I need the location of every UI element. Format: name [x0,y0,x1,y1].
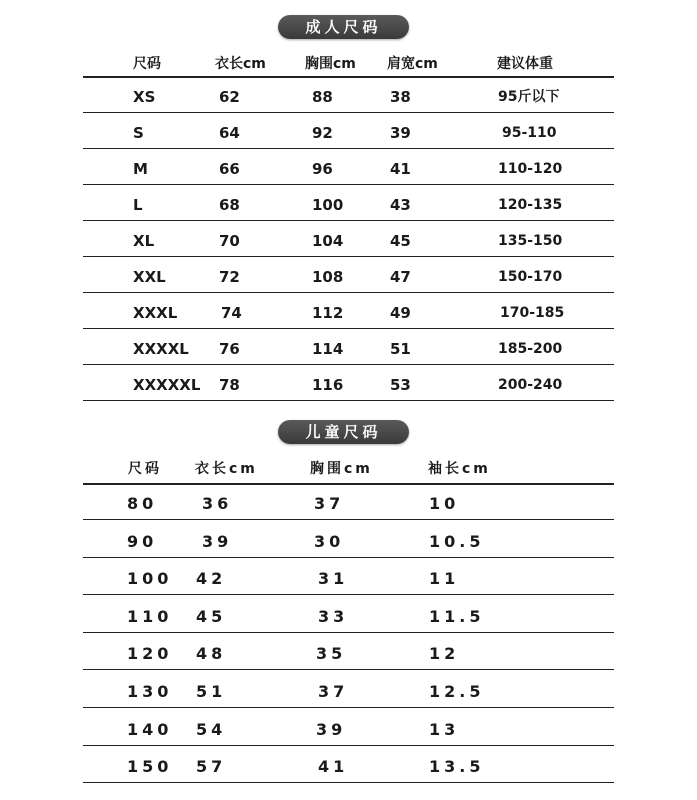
adult-cell-shoulder: 43 [390,196,411,214]
adult-cell-weight: 200-240 [498,377,563,393]
kids-cell-length: 36 [202,494,233,513]
adult-cell-shoulder: 39 [390,124,411,142]
kids-cell-chest: 30 [314,532,345,551]
kids-cell-length: 51 [196,682,227,701]
kids-cell-chest: 39 [316,720,347,739]
kids-cell-sleeve: 11 [429,569,460,588]
adult-cell-shoulder: 45 [390,232,411,250]
kids-header-length: 衣长cm [195,461,258,477]
kids-cell-length: 42 [196,569,227,588]
adult-cell-length: 68 [219,196,240,214]
kids-cell-size: 100 [127,569,173,588]
kids-cell-chest: 33 [318,607,349,626]
kids-row-divider [83,669,614,670]
kids-row-divider [83,594,614,595]
adult-row-divider [83,400,614,401]
adult-cell-chest: 96 [312,160,333,178]
adult-cell-weight: 120-135 [498,197,563,213]
adult-cell-length: 74 [221,304,242,322]
adult-header-weight: 建议体重 [497,56,553,72]
kids-row-divider [83,519,614,520]
kids-cell-size: 150 [127,757,173,776]
kids-cell-chest: 41 [318,757,349,776]
adult-cell-chest: 88 [312,88,333,106]
adult-cell-size: XS [133,88,156,106]
adult-cell-shoulder: 38 [390,88,411,106]
adult-row-divider [83,364,614,365]
adult-cell-size: M [133,160,148,178]
adult-cell-shoulder: 49 [390,304,411,322]
adult-cell-weight: 170-185 [500,305,565,321]
adult-cell-shoulder: 41 [390,160,411,178]
adult-header-length: 衣长cm [215,56,266,72]
kids-cell-sleeve: 12 [429,644,460,663]
kids-header-sleeve: 袖长cm [428,461,491,477]
adult-cell-length: 70 [219,232,240,250]
adult-cell-length: 78 [219,376,240,394]
kids-cell-chest: 37 [318,682,349,701]
adult-header-chest: 胸围cm [305,56,356,72]
adult-cell-chest: 104 [312,232,344,250]
adult-cell-chest: 114 [312,340,344,358]
adult-cell-weight: 95斤以下 [498,89,560,105]
adult-cell-size: XXXL [133,304,178,322]
adult-row-divider [83,292,614,293]
adult-cell-chest: 116 [312,376,344,394]
kids-cell-size: 120 [127,644,173,663]
adult-cell-size: S [133,124,144,142]
kids-header-chest: 胸围cm [310,461,373,477]
adult-cell-weight: 150-170 [498,269,563,285]
kids-cell-length: 45 [196,607,227,626]
adult-cell-size: L [133,196,143,214]
adult-cell-weight: 95-110 [502,125,557,141]
kids-cell-sleeve: 13.5 [429,757,485,776]
adult-cell-length: 62 [219,88,240,106]
kids-cell-size: 90 [127,532,158,551]
adult-cell-chest: 100 [312,196,344,214]
adult-cell-chest: 108 [312,268,344,286]
adult-cell-chest: 92 [312,124,333,142]
kids-row-divider [83,745,614,746]
adult-row-divider [83,184,614,185]
kids-cell-sleeve: 10.5 [429,532,485,551]
adult-size-title: 成人尺码 [278,15,409,39]
adult-cell-length: 72 [219,268,240,286]
adult-cell-length: 76 [219,340,240,358]
kids-header-divider [83,483,614,485]
adult-row-divider [83,112,614,113]
adult-cell-size: XXXXL [133,340,189,358]
adult-cell-shoulder: 47 [390,268,411,286]
kids-cell-length: 57 [196,757,227,776]
kids-cell-size: 110 [127,607,173,626]
adult-row-divider [83,256,614,257]
kids-cell-sleeve: 10 [429,494,460,513]
kids-row-divider [83,632,614,633]
adult-cell-size: XXL [133,268,166,286]
adult-cell-weight: 135-150 [498,233,563,249]
adult-row-divider [83,148,614,149]
kids-header-size: 尺码 [128,461,162,477]
adult-header-divider [83,76,614,78]
adult-cell-length: 64 [219,124,240,142]
kids-row-divider [83,782,614,783]
kids-size-title: 儿童尺码 [278,420,409,444]
kids-row-divider [83,707,614,708]
kids-cell-chest: 31 [318,569,349,588]
adult-cell-shoulder: 51 [390,340,411,358]
kids-cell-sleeve: 12.5 [429,682,485,701]
kids-cell-chest: 35 [316,644,347,663]
adult-header-shoulder: 肩宽cm [387,56,438,72]
kids-cell-length: 54 [196,720,227,739]
adult-cell-length: 66 [219,160,240,178]
kids-cell-size: 80 [127,494,158,513]
adult-cell-size: XXXXXL [133,376,201,394]
adult-row-divider [83,220,614,221]
adult-header-size: 尺码 [133,56,161,72]
adult-row-divider [83,328,614,329]
kids-cell-size: 140 [127,720,173,739]
adult-cell-weight: 110-120 [498,161,563,177]
kids-cell-length: 48 [196,644,227,663]
adult-cell-weight: 185-200 [498,341,563,357]
kids-cell-sleeve: 11.5 [429,607,485,626]
kids-cell-length: 39 [202,532,233,551]
kids-row-divider [83,557,614,558]
adult-cell-shoulder: 53 [390,376,411,394]
kids-cell-sleeve: 13 [429,720,460,739]
kids-cell-chest: 37 [314,494,345,513]
kids-cell-size: 130 [127,682,173,701]
adult-cell-chest: 112 [312,304,344,322]
adult-cell-size: XL [133,232,155,250]
